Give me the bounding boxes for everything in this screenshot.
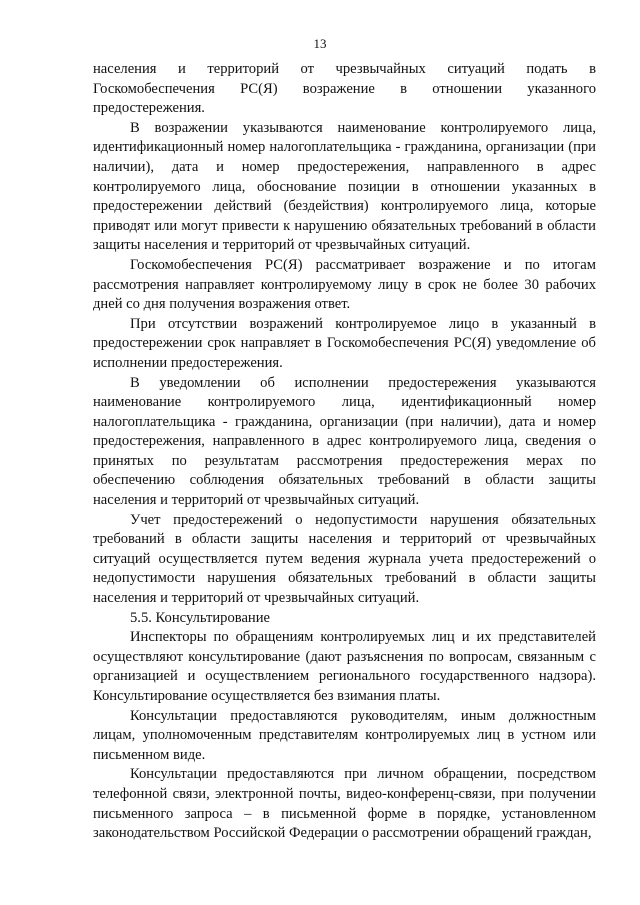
paragraph-objection-review: Госкомобеспечения РС(Я) рассматривает возражение и по итогам рассмотрения направляет контролируемому лицу в срок не более 30 рабочих дней со дня получения возражения ответ. [93,256,596,313]
paragraph-notification-contents: В уведомлении об исполнении предостережения указываются наименование контролируемого лица, идентификационный номер налогоплательщика - гражданина, организации (при наличии), дата и номер предостережения, направленного в адрес контролируемого лица, сведения о принятых по результатам рассмотрения предостережения мерах по обеспечению соблюдения обязательных требований в области защиты населения и территорий от чрезвычайных ситуаций. [93,374,596,509]
paragraph-consulting-methods: Консультации предоставляются при личном обращении, посредством телефонной связи, электронной почты, видео-конференц-связи, при получении письменного запроса – в письменной форме в порядке, установленном законодательством Российской Федерации о рассмотрении обращений граждан, [93,766,596,842]
paragraph-continuation: населения и территорий от чрезвычайных ситуаций подать в Госкомобеспечения РС(Я) возражение в отношении указанного предостережения. [93,61,596,117]
page-number: 13 [313,36,327,51]
paragraph-no-objection: При отсутствии возражений контролируемое лицо в указанный в предостережении срок направляет в Госкомобеспечения РС(Я) уведомление об исполнении предостережения. [93,315,596,371]
paragraph-inspectors-consulting: Инспекторы по обращениям контролируемых лиц и их представителей осуществляют консультирование (дают разъяснения по вопросам, связанным с организацией и осуществлением регионального государственного надзора). Консультирование осуществляется без взимания платы. [93,629,596,704]
document-body [93,60,596,844]
paragraph-objection-contents: В возражении указываются наименование контролируемого лица, идентификационный номер налогоплательщика - гражданина, организации (при наличии), дата и номер предостережения, направленного в адрес контролируемого лица, обоснование позиции в отношении указанных в предостережении действий (бездействия) контролируемого лица, которые приводят или могут привести к нарушению обязательных требований в области защиты населения и территорий от чрезвычайных ситуаций. [93,119,596,254]
paragraph-warnings-register: Учет предостережений о недопустимости нарушения обязательных требований в области защиты населения и территорий от чрезвычайных ситуаций осуществляется путем ведения журнала учета предостережений о недопустимости нарушения обязательных требований в области защиты населения и территорий от чрезвычайных ситуаций. [93,511,596,607]
section-heading-consulting: 5.5. Консультирование [130,609,271,626]
paragraph-consulting-recipients: Консультации предоставляются руководителям, иным должностным лицам, уполномоченным представителям контролируемых лиц в устном или письменном виде. [93,707,596,763]
